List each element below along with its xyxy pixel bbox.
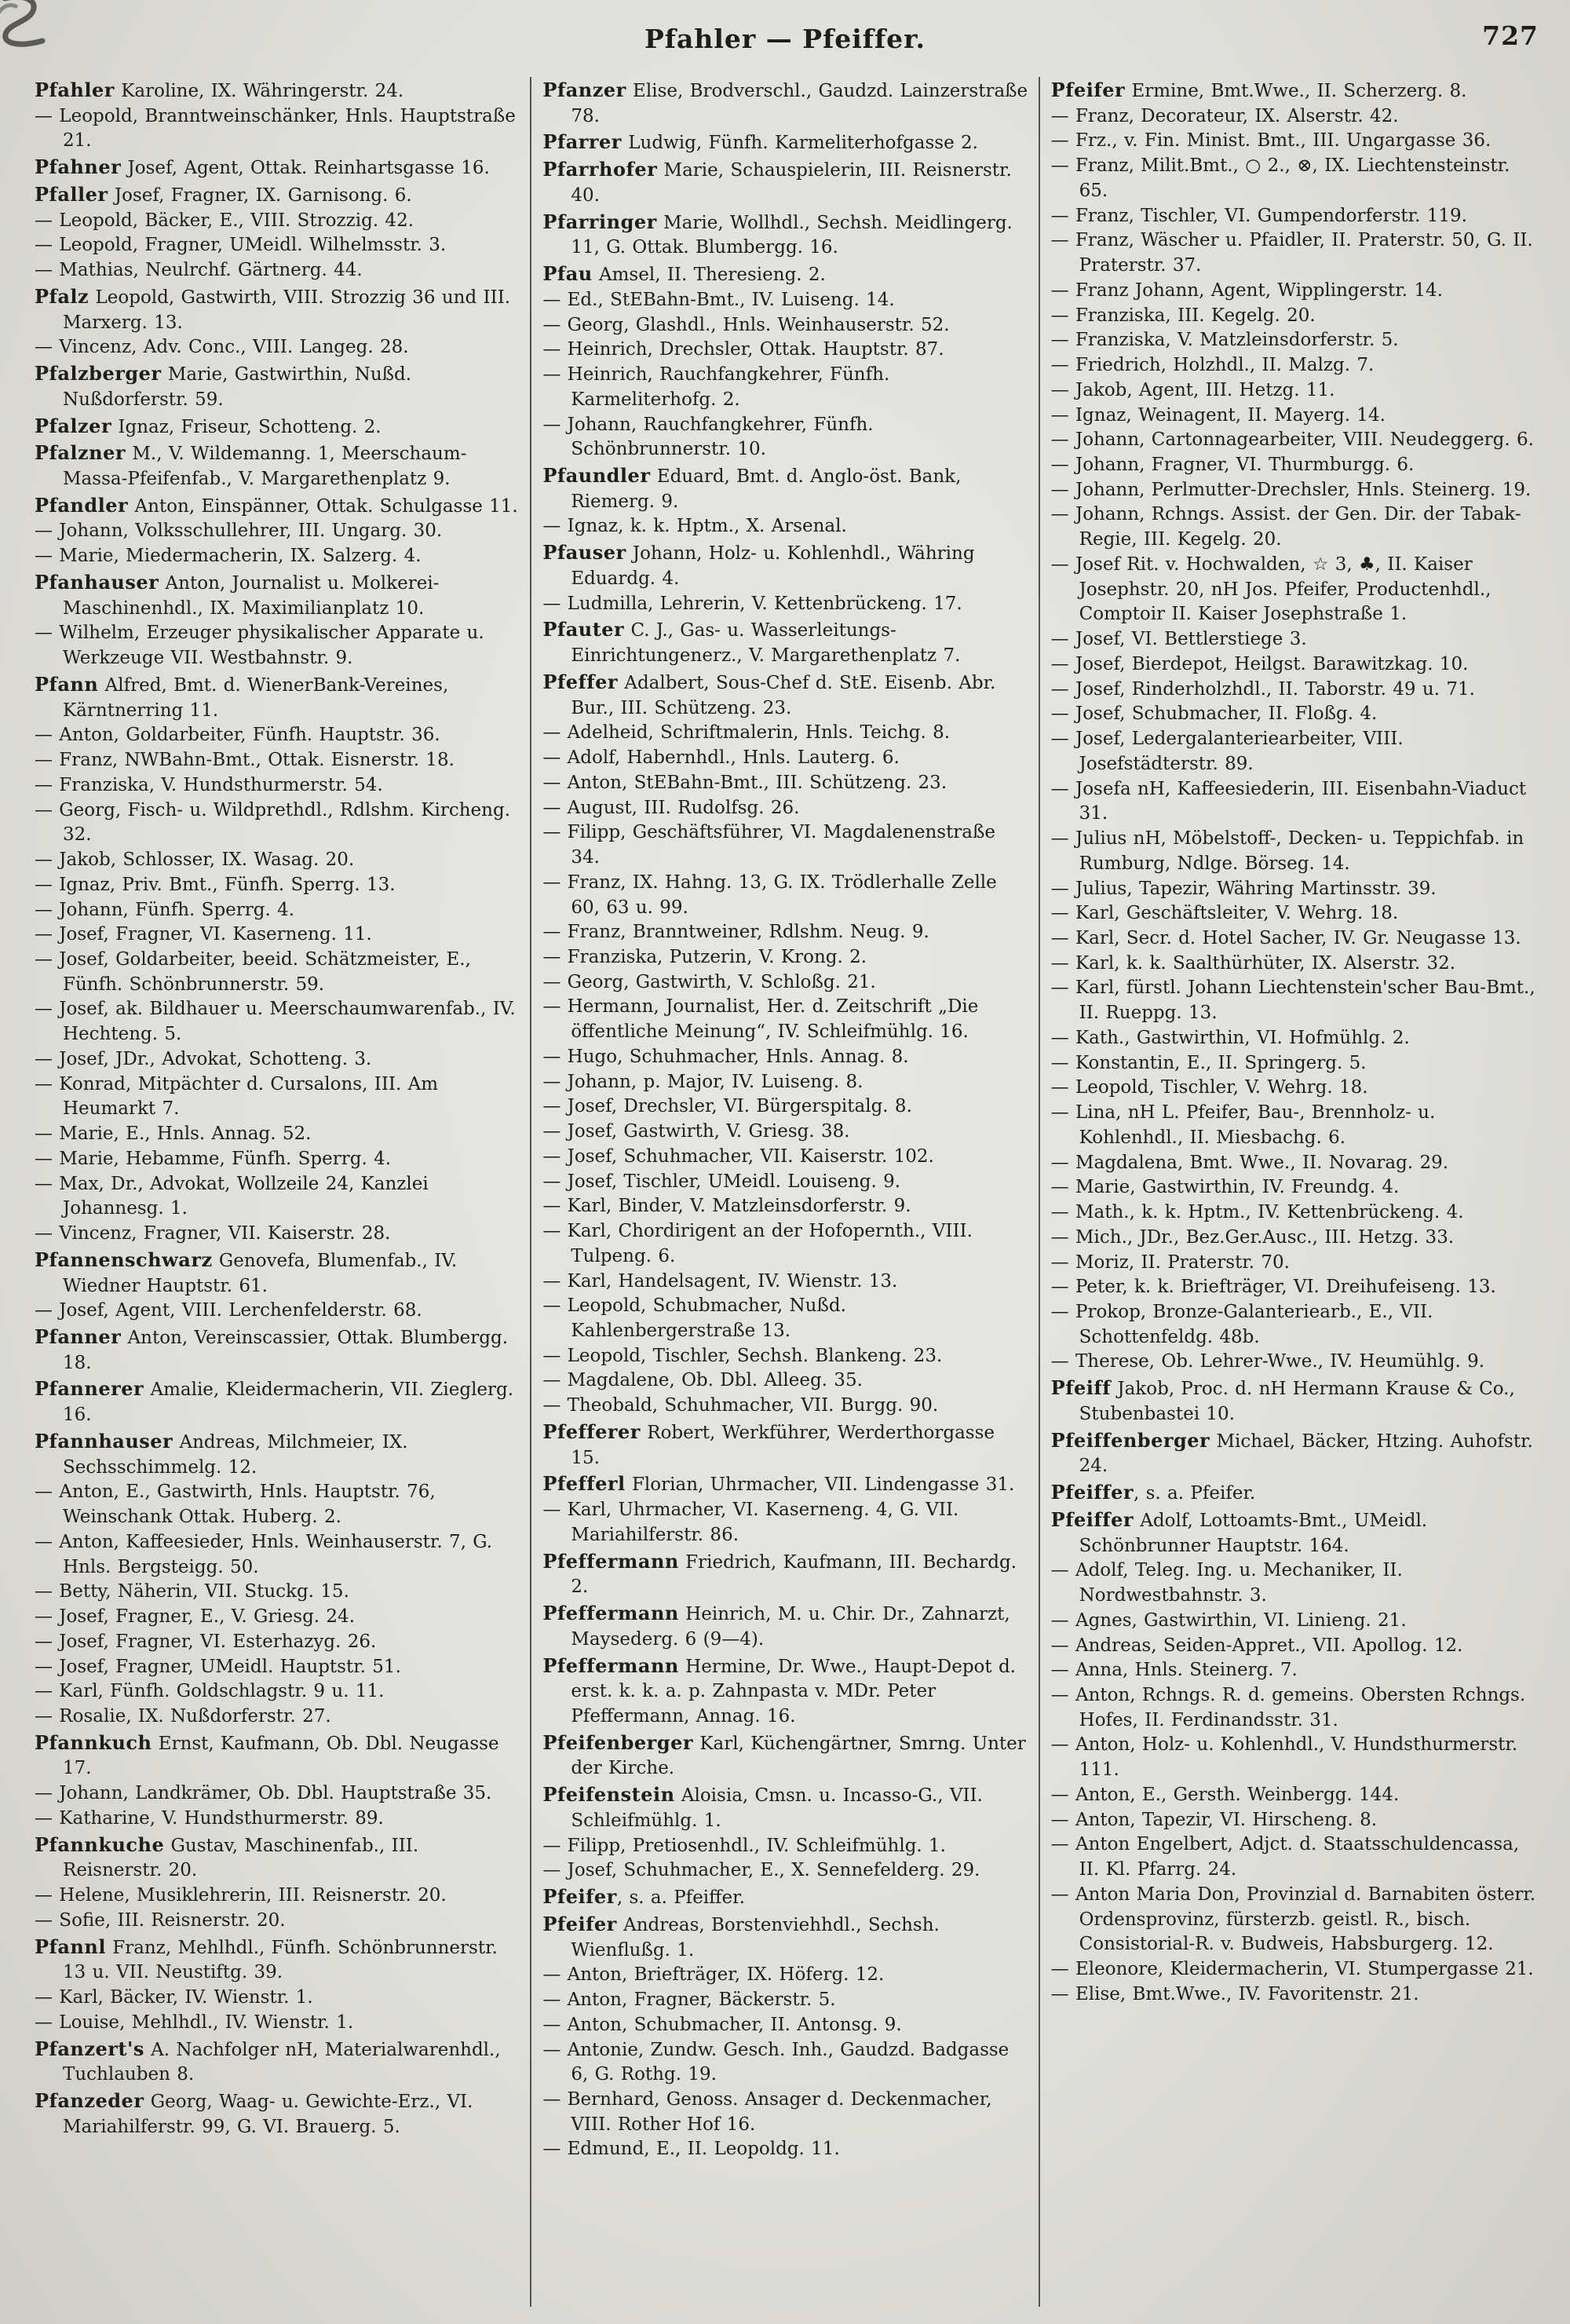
- directory-entry: Pfarringer Marie, Wollhdl., Sechsh. Meidlingerg. 11, G. Ottak. Blumbergg. 16.: [542, 210, 1013, 258]
- directory-entry: — Mathias, Neulrchf. Gärtnerg. 44.: [35, 260, 363, 281]
- directory-entry: — Kath., Gastwirthin, VI. Hofmühlg. 2.: [1050, 1027, 1410, 1048]
- directory-entry: Pfeiffenberger Michael, Bäcker, Htzing. Auhofstr. 24.: [1050, 1428, 1533, 1477]
- directory-entry: — Josef, Gastwirth, V. Griesg. 38.: [542, 1121, 850, 1142]
- page-title: Pfahler — Pfeiffer.: [644, 24, 926, 54]
- directory-entry: — Konstantin, E., II. Springerg. 5.: [1050, 1052, 1367, 1073]
- directory-entry: Pfau Amsel, II. Theresieng. 2.: [542, 262, 826, 286]
- entry-surname: Pfau: [542, 262, 593, 286]
- directory-entry: — Ignaz, Priv. Bmt., Fünfh. Sperrg. 13.: [35, 874, 396, 895]
- directory-entry: — Franz, Wäscher u. Pfaidler, II. Praterstr. 50, G. II. Praterstr. 37.: [1050, 230, 1533, 276]
- directory-entry: — Karl, Handelsagent, IV. Wienstr. 13.: [542, 1270, 898, 1292]
- entry-surname: Pfeffer: [542, 670, 619, 693]
- entry-surname: Pfandler: [35, 493, 129, 517]
- directory-entry: — Jakob, Agent, III. Hetzg. 11.: [1050, 379, 1335, 400]
- entry-surname: Pfalz: [35, 284, 89, 308]
- directory-entry: Pfaundler Eduard, Bmt. d. Anglo-öst. Bank, Riemerg. 9.: [542, 464, 962, 512]
- directory-entry: Pfannkuche Gustav, Maschinenfab., III. Reisnerstr. 20.: [35, 1833, 419, 1881]
- directory-entry: — Katharine, V. Hundsthurmerstr. 89.: [35, 1807, 384, 1829]
- directory-entry: Pfanzer Elise, Brodverschl., Gaudzd. Lainzerstraße 78.: [542, 79, 1028, 126]
- directory-entry: — Josef, Fragner, VI. Esterhazyg. 26.: [35, 1631, 377, 1652]
- directory-entry: — Josef, Fragner, UMeidl. Hauptstr. 51.: [35, 1656, 401, 1677]
- directory-entry: Pfauter C. J., Gas- u. Wasserleitungs-Einrichtungenerz., V. Margarethenplatz 7.: [542, 618, 961, 667]
- directory-entry: — Anton, Holz- u. Kohlenhdl., V. Hundsthurmerstr. 111.: [1050, 1734, 1518, 1781]
- entry-surname: Pfalzner: [35, 441, 126, 465]
- entry-surname: Pfannkuche: [35, 1833, 165, 1856]
- directory-entry: — Johann, Rchngs. Assist. der Gen. Dir. der Tabak-Regie, III. Kegelg. 20.: [1050, 504, 1521, 550]
- directory-entry: — Josef, ak. Bildhauer u. Meerschaumwarenfab., IV. Hechteng. 5.: [35, 999, 516, 1045]
- directory-entry: — Georg, Glashdl., Hnls. Weinhauserstr. 52.: [542, 314, 950, 335]
- directory-entry: — Vincenz, Adv. Conc., VIII. Langeg. 28.: [35, 337, 409, 358]
- directory-entry: Pfannl Franz, Mehlhdl., Fünfh. Schönbrunnerstr. 13 u. VII. Neustiftg. 39.: [35, 1935, 498, 1983]
- directory-entry: Pfannkuch Ernst, Kaufmann, Ob. Dbl. Neugasse 17.: [35, 1730, 499, 1779]
- directory-entry: — August, III. Rudolfsg. 26.: [542, 797, 800, 818]
- directory-entry: Pfeifer, s. a. Pfeiffer.: [542, 1885, 745, 1909]
- directory-entry: — Ignaz, Weinagent, II. Mayerg. 14.: [1050, 404, 1386, 426]
- directory-entry: — Karl, fürstl. Johann Liechtenstein'scher Bau-Bmt., II. Rueppg. 13.: [1050, 977, 1535, 1024]
- entry-surname: Pfarrhofer: [542, 158, 658, 181]
- entry-surname: Pfefferl: [542, 1472, 626, 1496]
- directory-entry: Pfanzeder Georg, Waag- u. Gewichte-Erz., VI. Mariahilferstr. 99, G. VI. Brauerg. 5.: [35, 2089, 473, 2137]
- directory-entry: — Franziska, Putzerin, V. Krong. 2.: [542, 946, 867, 967]
- entry-surname: Pfannenschwarz: [35, 1248, 213, 1271]
- directory-entry: — Anton, Schubmacher, II. Antonsg. 9.: [542, 2014, 902, 2035]
- entry-surname: Pfeiff: [1050, 1376, 1112, 1400]
- directory-entry: — Franz, Decorateur, IX. Alserstr. 42.: [1050, 105, 1399, 126]
- directory-entry: — Betty, Näherin, VII. Stuckg. 15.: [35, 1581, 349, 1602]
- directory-entry: — Franziska, V. Matzleinsdorferstr. 5.: [1050, 330, 1399, 351]
- directory-entry: — Anton, Briefträger, IX. Höferg. 12.: [542, 1964, 885, 1986]
- directory-entry: Pfaller Josef, Fragner, IX. Garnisong. 6.: [35, 182, 412, 206]
- entry-surname: Pfeffermann: [542, 1602, 679, 1625]
- directory-entry: — Marie, Miedermacherin, IX. Salzerg. 4.: [35, 546, 422, 567]
- directory-entry: — Edmund, E., II. Leopoldg. 11.: [542, 2139, 840, 2160]
- directory-entry: — Heinrich, Rauchfangkehrer, Fünfh. Karmeliterhofg. 2.: [542, 364, 890, 410]
- directory-entry: — Josef Rit. v. Hochwalden, ☆ 3, ♣, II. Kaiser Josephstr. 20, nH Jos. Pfeifer, Productenhdl., Comptoir II. Kaiser Josephstraße 1.: [1050, 554, 1492, 625]
- entry-surname: Pfaller: [35, 182, 108, 206]
- directory-entry: Pfeffermann Heinrich, M. u. Chir. Dr., Zahnarzt, Maysederg. 6 (9—4).: [542, 1602, 1010, 1650]
- entry-surname: Pfanner: [35, 1325, 122, 1348]
- directory-entry: — Leopold, Schubmacher, Nußd. Kahlenbergerstraße 13.: [542, 1295, 846, 1341]
- directory-entry: Pfeifer Andreas, Borstenviehhdl., Sechsh. Wienflußg. 1.: [542, 1912, 940, 1960]
- directory-entry: — Karl, Secr. d. Hotel Sacher, IV. Gr. Neugasse 13.: [1050, 927, 1521, 948]
- entry-surname: Pfeifenberger: [542, 1730, 694, 1754]
- entry-surname: Pfeiffer: [1050, 1481, 1134, 1504]
- entry-surname: Pfalzer: [35, 414, 112, 437]
- directory-entry: — Leopold, Bäcker, E., VIII. Strozzig. 42.: [35, 210, 414, 231]
- directory-entry: Pfeiffer Adolf, Lottoamts-Bmt., UMeidl. Schönbrunner Hauptstr. 164.: [1050, 1507, 1428, 1556]
- directory-entry: Pfeifenberger Karl, Küchengärtner, Smrng. Unter der Kirche.: [542, 1730, 1026, 1779]
- directory-entry: — Karl, k. k. Saalthürhüter, IX. Alserstr. 32.: [1050, 952, 1456, 974]
- directory-entry: — Johann, Volksschullehrer, III. Ungarg. 30.: [35, 521, 443, 542]
- directory-entry: — Anton, Rchngs. R. d. gemeins. Obersten Rchngs. Hofes, II. Ferdinandsstr. 31.: [1050, 1685, 1526, 1730]
- directory-entry: — Josef, JDr., Advokat, Schotteng. 3.: [35, 1048, 372, 1069]
- entry-surname: Pfauter: [542, 618, 625, 641]
- directory-entry: — Josef, Rinderholzhdl., II. Taborstr. 49 u. 71.: [1050, 678, 1475, 700]
- directory-entry: — Karl, Fünfh. Goldschlagstr. 9 u. 11.: [35, 1681, 385, 1702]
- entry-surname: Pfeifer: [1050, 79, 1126, 101]
- directory-entry: — Josef, Schuhmacher, E., X. Sennefelderg. 29.: [542, 1860, 980, 1881]
- directory-entry: Pfeiffer, s. a. Pfeifer.: [1050, 1481, 1256, 1504]
- directory-entry: — Josef, VI. Bettlerstiege 3.: [1050, 629, 1307, 650]
- directory-entry: Pfanner Anton, Vereinscassier, Ottak. Blumbergg. 18.: [35, 1325, 509, 1373]
- directory-entry: — Karl, Uhrmacher, VI. Kaserneng. 4, G. VII. Mariahilferstr. 86.: [542, 1500, 959, 1545]
- entry-surname: Pfarringer: [542, 210, 657, 233]
- directory-entry: — Franz, Branntweiner, Rdlshm. Neug. 9.: [542, 922, 929, 943]
- directory-entry: — Peter, k. k. Briefträger, VI. Dreihufeiseng. 13.: [1050, 1277, 1496, 1298]
- entry-surname: Pfanzert's: [35, 2037, 144, 2060]
- directory-entry: Pfannerer Amalie, Kleidermacherin, VII. Zieglerg. 16.: [35, 1377, 514, 1426]
- directory-entry: — Anton, Fragner, Bäckerstr. 5.: [542, 1990, 836, 2011]
- directory-entry: — Anna, Hnls. Steinerg. 7.: [1050, 1660, 1298, 1681]
- entry-surname: Pfeffermann: [542, 1549, 679, 1573]
- directory-entry: — Ludmilla, Lehrerin, V. Kettenbrückeng. 17.: [542, 593, 962, 614]
- entry-surname: Pfannhauser: [35, 1429, 173, 1452]
- directory-entry: — Bernhard, Genoss. Ansager d. Deckenmacher, VIII. Rother Hof 16.: [542, 2089, 992, 2135]
- directory-entry: — Adolf, Teleg. Ing. u. Mechaniker, II. Nordwestbahnstr. 3.: [1050, 1560, 1403, 1606]
- directory-entry: — Leopold, Branntweinschänker, Hnls. Hauptstraße 21.: [35, 105, 516, 152]
- entry-surname: Pfeifer: [542, 1885, 617, 1909]
- directory-entry: — Johann, Cartonnagearbeiter, VIII. Neudeggerg. 6.: [1050, 429, 1534, 451]
- directory-entry: — Moriz, II. Praterstr. 70.: [1050, 1252, 1290, 1273]
- directory-entry: — Georg, Gastwirth, V. Schloßg. 21.: [542, 971, 876, 992]
- directory-entry: — Josefa nH, Kaffeesiederin, III. Eisenbahn-Viaduct 31.: [1050, 778, 1527, 824]
- entry-surname: Pfefferer: [542, 1420, 641, 1443]
- directory-entry: — Josef, Drechsler, VI. Bürgerspitalg. 8.: [542, 1096, 912, 1117]
- directory-entry: — Anton, StEBahn-Bmt., III. Schützeng. 23.: [542, 772, 947, 793]
- entry-surname: Pfeffermann: [542, 1653, 679, 1677]
- directory-entry: — Theobald, Schuhmacher, VII. Burgg. 90.: [542, 1395, 939, 1416]
- entry-surname: Pfaundler: [542, 464, 651, 488]
- directory-entry: — Franz, IX. Hahng. 13, G. IX. Trödlerhalle Zelle 60, 63 u. 99.: [542, 872, 997, 918]
- directory-entry: Pfahler Karoline, IX. Währingerstr. 24.: [35, 79, 404, 101]
- directory-entry: — Marie, Gastwirthin, IV. Freundg. 4.: [1050, 1177, 1400, 1198]
- directory-entry: — Julius, Tapezir, Währing Martinsstr. 39.: [1050, 878, 1437, 899]
- directory-entry: — Hugo, Schuhmacher, Hnls. Annag. 8.: [542, 1046, 909, 1067]
- directory-entry: — Johann, Perlmutter-Drechsler, Hnls. Steinerg. 19.: [1050, 479, 1532, 500]
- directory-entry: Pfanhauser Anton, Journalist u. Molkerei-Maschinenhdl., IX. Maximilianplatz 10.: [35, 570, 440, 619]
- directory-entry: Pfeifenstein Aloisia, Cmsn. u. Incasso-G., VII. Schleifmühlg. 1.: [542, 1783, 983, 1831]
- directory-entry: — Karl, Binder, V. Matzleinsdorferstr. 9.: [542, 1196, 911, 1217]
- directory-entry: — Franz, Tischler, VI. Gumpendorferstr. 119.: [1050, 205, 1467, 226]
- directory-entry: — Filipp, Pretiosenhdl., IV. Schleifmühlg. 1.: [542, 1835, 946, 1856]
- entry-surname: Pfannerer: [35, 1377, 144, 1401]
- directory-entry: Pfeffermann Hermine, Dr. Wwe., Haupt-Depot d. erst. k. k. a. p. Zahnpasta v. MDr. Peter Pfeffermann, Annag. 16.: [542, 1653, 1016, 1727]
- directory-entry: — Agnes, Gastwirthin, VI. Linieng. 21.: [1050, 1610, 1407, 1631]
- entry-surname: Pfeifenstein: [542, 1783, 675, 1807]
- entry-surname: Pfanzeder: [35, 2089, 144, 2113]
- directory-entry: Pfalzberger Marie, Gastwirthin, Nußd. Nußdorferstr. 59.: [35, 362, 412, 410]
- directory-entry: — Marie, Hebamme, Fünfh. Sperrg. 4.: [35, 1148, 392, 1169]
- entry-surname: Pfahner: [35, 155, 122, 179]
- page-number: 727: [1482, 20, 1539, 51]
- directory-entry: — Johann, Fünfh. Sperrg. 4.: [35, 899, 295, 920]
- directory-columns: [24, 77, 1546, 2307]
- directory-entry: — Georg, Fisch- u. Wildprethdl., Rdlshm. Kircheng. 32.: [35, 799, 511, 846]
- directory-column-1: [24, 77, 530, 2307]
- directory-entry: — Karl, Bäcker, IV. Wienstr. 1.: [35, 1987, 313, 2008]
- directory-entry: — Rosalie, IX. Nußdorferstr. 27.: [35, 1706, 331, 1727]
- directory-entry: Pfandler Anton, Einspänner, Ottak. Schulgasse 11.: [35, 493, 518, 517]
- directory-entry: — Johann, Landkrämer, Ob. Dbl. Hauptstraße 35.: [35, 1783, 492, 1804]
- directory-column-3: [1039, 77, 1546, 2307]
- directory-entry: — Franziska, III. Kegelg. 20.: [1050, 305, 1316, 326]
- entry-surname: Pfauser: [542, 541, 626, 565]
- directory-entry: — Johann, Fragner, VI. Thurmburgg. 6.: [1050, 455, 1415, 476]
- entry-surname: Pfalzberger: [35, 362, 162, 386]
- directory-entry: — Hermann, Journalist, Her. d. Zeitschrift „Die öffentliche Meinung“, IV. Schleifmühlg. 16.: [542, 996, 979, 1043]
- directory-entry: — Josef, Ledergalanteriearbeiter, VIII. Josefstädterstr. 89.: [1050, 729, 1404, 774]
- directory-entry: — Karl, Geschäftsleiter, V. Wehrg. 18.: [1050, 903, 1399, 924]
- directory-entry: — Leopold, Tischler, V. Wehrg. 18.: [1050, 1077, 1368, 1098]
- page-header: [0, 0, 1570, 68]
- directory-entry: — Vincenz, Fragner, VII. Kaiserstr. 28.: [35, 1223, 391, 1244]
- directory-entry: — Josef, Goldarbeiter, beeid. Schätzmeister, E., Fünfh. Schönbrunnerstr. 59.: [35, 948, 471, 995]
- directory-entry: — Filipp, Geschäftsführer, VI. Magdalenenstraße 34.: [542, 822, 995, 868]
- directory-entry: — Anton, E., Gastwirth, Hnls. Hauptstr. 76, Weinschank Ottak. Huberg. 2.: [35, 1482, 436, 1528]
- directory-entry: — Franziska, V. Hundsthurmerstr. 54.: [35, 774, 383, 795]
- directory-entry: — Franz Johann, Agent, Wipplingerstr. 14.: [1050, 280, 1443, 301]
- directory-entry: Pfefferl Florian, Uhrmacher, VII. Lindengasse 31.: [542, 1472, 1015, 1496]
- directory-entry: Pfalz Leopold, Gastwirth, VIII. Strozzig 36 und III. Marxerg. 13.: [35, 284, 511, 333]
- directory-entry: Pfeiff Jakob, Proc. d. nH Hermann Krause & Co., Stubenbastei 10.: [1050, 1376, 1515, 1424]
- directory-entry: — Josef, Fragner, E., V. Griesg. 24.: [35, 1606, 356, 1628]
- directory-entry: — Konrad, Mitpächter d. Cursalons, III. Am Heumarkt 7.: [35, 1073, 439, 1120]
- directory-entry: — Anton, E., Gersth. Weinbergg. 144.: [1050, 1784, 1400, 1805]
- directory-entry: — Math., k. k. Hptm., IV. Kettenbrückeng. 4.: [1050, 1202, 1464, 1223]
- entry-surname: Pfannkuch: [35, 1730, 152, 1754]
- directory-entry: Pfarrhofer Marie, Schauspielerin, III. Reisnerstr. 40.: [542, 158, 1012, 206]
- directory-entry: — Elise, Bmt.Wwe., IV. Favoritenstr. 21.: [1050, 1983, 1419, 2004]
- directory-entry: — Johann, Rauchfangkehrer, Fünfh. Schönbrunnerstr. 10.: [542, 414, 874, 460]
- directory-entry: — Franz, NWBahn-Bmt., Ottak. Eisnerstr. 18.: [35, 750, 455, 771]
- directory-entry: — Franz, Milit.Bmt., ○ 2., ⊗, IX. Liechtensteinstr. 65.: [1050, 155, 1510, 201]
- directory-entry: — Josef, Schuhmacher, VII. Kaiserstr. 102.: [542, 1146, 934, 1167]
- directory-entry: Pfeifer Ermine, Bmt.Wwe., II. Scherzerg. 8.: [1050, 79, 1467, 101]
- directory-entry: — Josef, Bierdepot, Heilgst. Barawitzkag. 10.: [1050, 653, 1469, 674]
- directory-entry: — Anton, Kaffeesieder, Hnls. Weinhauserstr. 7, G. Hnls. Bergsteigg. 50.: [35, 1531, 493, 1577]
- directory-entry: — Heinrich, Drechsler, Ottak. Hauptstr. 87.: [542, 339, 944, 360]
- directory-entry: — Josef, Agent, VIII. Lerchenfelderstr. 68.: [35, 1300, 422, 1321]
- directory-entry: — Wilhelm, Erzeuger physikalischer Apparate u. Werkzeuge VII. Westbahnstr. 9.: [35, 623, 484, 669]
- directory-entry: Pfauser Johann, Holz- u. Kohlenhdl., Währing Eduardg. 4.: [542, 541, 975, 589]
- entry-surname: Pfann: [35, 672, 99, 696]
- entry-surname: Pfanzer: [542, 79, 626, 101]
- directory-entry: — Leopold, Fragner, UMeidl. Wilhelmsstr. 3.: [35, 235, 447, 256]
- directory-entry: — Anton, Goldarbeiter, Fünfh. Hauptstr. 36.: [35, 725, 440, 746]
- entry-surname: Pfannl: [35, 1935, 106, 1958]
- directory-entry: — Magdalena, Bmt. Wwe., II. Novarag. 29.: [1050, 1152, 1449, 1173]
- directory-entry: — Josef, Fragner, VI. Kaserneng. 11.: [35, 924, 372, 945]
- directory-entry: — Adelheid, Schriftmalerin, Hnls. Teichg. 8.: [542, 722, 951, 744]
- entry-surname: Pfahler: [35, 79, 115, 101]
- directory-entry: — Lina, nH L. Pfeifer, Bau-, Brennholz- u. Kohlenhdl., II. Miesbachg. 6.: [1050, 1102, 1436, 1148]
- directory-entry: — Helene, Musiklehrerin, III. Reisnerstr. 20.: [35, 1885, 447, 1906]
- entry-surname: Pfeifer: [542, 1912, 617, 1935]
- entry-surname: Pfeiffenberger: [1050, 1428, 1210, 1452]
- directory-entry: — Julius nH, Möbelstoff-, Decken- u. Teppichfab. in Rumburg, Ndlge. Börseg. 14.: [1050, 828, 1524, 874]
- directory-entry: Pfannhauser Andreas, Milchmeier, IX. Sechsschimmelg. 12.: [35, 1429, 408, 1478]
- directory-entry: Pfalzner M., V. Wildemanng. 1, Meerschaum-Massa-Pfeifenfab., V. Margarethenplatz 9.: [35, 441, 467, 490]
- directory-entry: — Frz., v. Fin. Minist. Bmt., III. Ungargasse 36.: [1050, 130, 1492, 152]
- directory-entry: — Antonie, Zundw. Gesch. Inh., Gaudzd. Badgasse 6, G. Rothg. 19.: [542, 2039, 1010, 2085]
- directory-entry: Pfeffermann Friedrich, Kaufmann, III. Bechardg. 2.: [542, 1549, 1017, 1598]
- directory-entry: Pfahner Josef, Agent, Ottak. Reinhartsgasse 16.: [35, 155, 490, 179]
- directory-entry: Pfarrer Ludwig, Fünfh. Karmeliterhofgasse 2.: [542, 130, 978, 154]
- entry-surname: Pfeiffer: [1050, 1507, 1134, 1531]
- directory-entry: — Mich., JDr., Bez.Ger.Ausc., III. Hetzg. 33.: [1050, 1226, 1455, 1248]
- directory-entry: — Adolf, Habernhdl., Hnls. Lauterg. 6.: [542, 747, 900, 769]
- directory-entry: — Johann, p. Major, IV. Luiseng. 8.: [542, 1071, 864, 1092]
- directory-entry: Pfanzert's A. Nachfolger nH, Materialwarenhdl., Tuchlauben 8.: [35, 2037, 501, 2085]
- directory-entry: Pfalzer Ignaz, Friseur, Schotteng. 2.: [35, 414, 382, 437]
- entry-surname: Pfanhauser: [35, 570, 159, 594]
- directory-entry: — Magdalene, Ob. Dbl. Alleeg. 35.: [542, 1370, 863, 1391]
- directory-entry: — Anton, Tapezir, VI. Hirscheng. 8.: [1050, 1809, 1378, 1830]
- directory-entry: — Sofie, III. Reisnerstr. 20.: [35, 1909, 286, 1931]
- directory-entry: Pfefferer Robert, Werkführer, Werderthorgasse 15.: [542, 1420, 995, 1468]
- directory-entry: — Jakob, Schlosser, IX. Wasag. 20.: [35, 850, 355, 871]
- directory-entry: — Prokop, Bronze-Galanteriearb., E., VII. Schottenfeldg. 48b.: [1050, 1301, 1433, 1347]
- directory-entry: Pfannenschwarz Genovefa, Blumenfab., IV. Wiedner Hauptstr. 61.: [35, 1248, 458, 1296]
- directory-entry: — Anton Engelbert, Adjct. d. Staatsschuldencassa, II. Kl. Pfarrg. 24.: [1050, 1834, 1520, 1880]
- directory-entry: — Leopold, Tischler, Sechsh. Blankeng. 23.: [542, 1345, 943, 1366]
- directory-entry: — Andreas, Seiden-Appret., VII. Apollog. 12.: [1050, 1635, 1463, 1656]
- directory-entry: — Max, Dr., Advokat, Wollzeile 24, Kanzlei Johannesg. 1.: [35, 1173, 429, 1219]
- directory-entry: — Eleonore, Kleidermacherin, VI. Stumpergasse 21.: [1050, 1959, 1534, 1980]
- directory-entry: — Ignaz, k. k. Hptm., X. Arsenal.: [542, 516, 847, 537]
- directory-entry: — Friedrich, Holzhdl., II. Malzg. 7.: [1050, 355, 1375, 376]
- entry-surname: Pfarrer: [542, 130, 622, 154]
- directory-entry: — Karl, Chordirigent an der Hofopernth., VIII. Tulpeng. 6.: [542, 1221, 973, 1266]
- directory-entry: — Josef, Schubmacher, II. Floßg. 4.: [1050, 703, 1378, 725]
- directory-entry: Pfann Alfred, Bmt. d. WienerBank-Vereines, Kärntnerring 11.: [35, 672, 449, 721]
- directory-entry: — Josef, Tischler, UMeidl. Louiseng. 9.: [542, 1171, 901, 1192]
- directory-entry: — Louise, Mehlhdl., IV. Wienstr. 1.: [35, 2012, 354, 2033]
- directory-entry: — Ed., StEBahn-Bmt., IV. Luiseng. 14.: [542, 289, 895, 310]
- directory-entry: — Therese, Ob. Lehrer-Wwe., IV. Heumühlg. 9.: [1050, 1351, 1485, 1372]
- directory-column-2: [530, 77, 1038, 2307]
- directory-entry: Pfeffer Adalbert, Sous-Chef d. StE. Eisenb. Abr. Bur., III. Schützeng. 23.: [542, 670, 996, 718]
- directory-entry: — Marie, E., Hnls. Annag. 52.: [35, 1124, 312, 1145]
- directory-entry: — Anton Maria Don, Provinzial d. Barnabiten österr. Ordensprovinz, fürsterzb. geistl. R., bisch. Consistorial-R. v. Budweis, Habsburgerg. 12.: [1050, 1884, 1536, 1955]
